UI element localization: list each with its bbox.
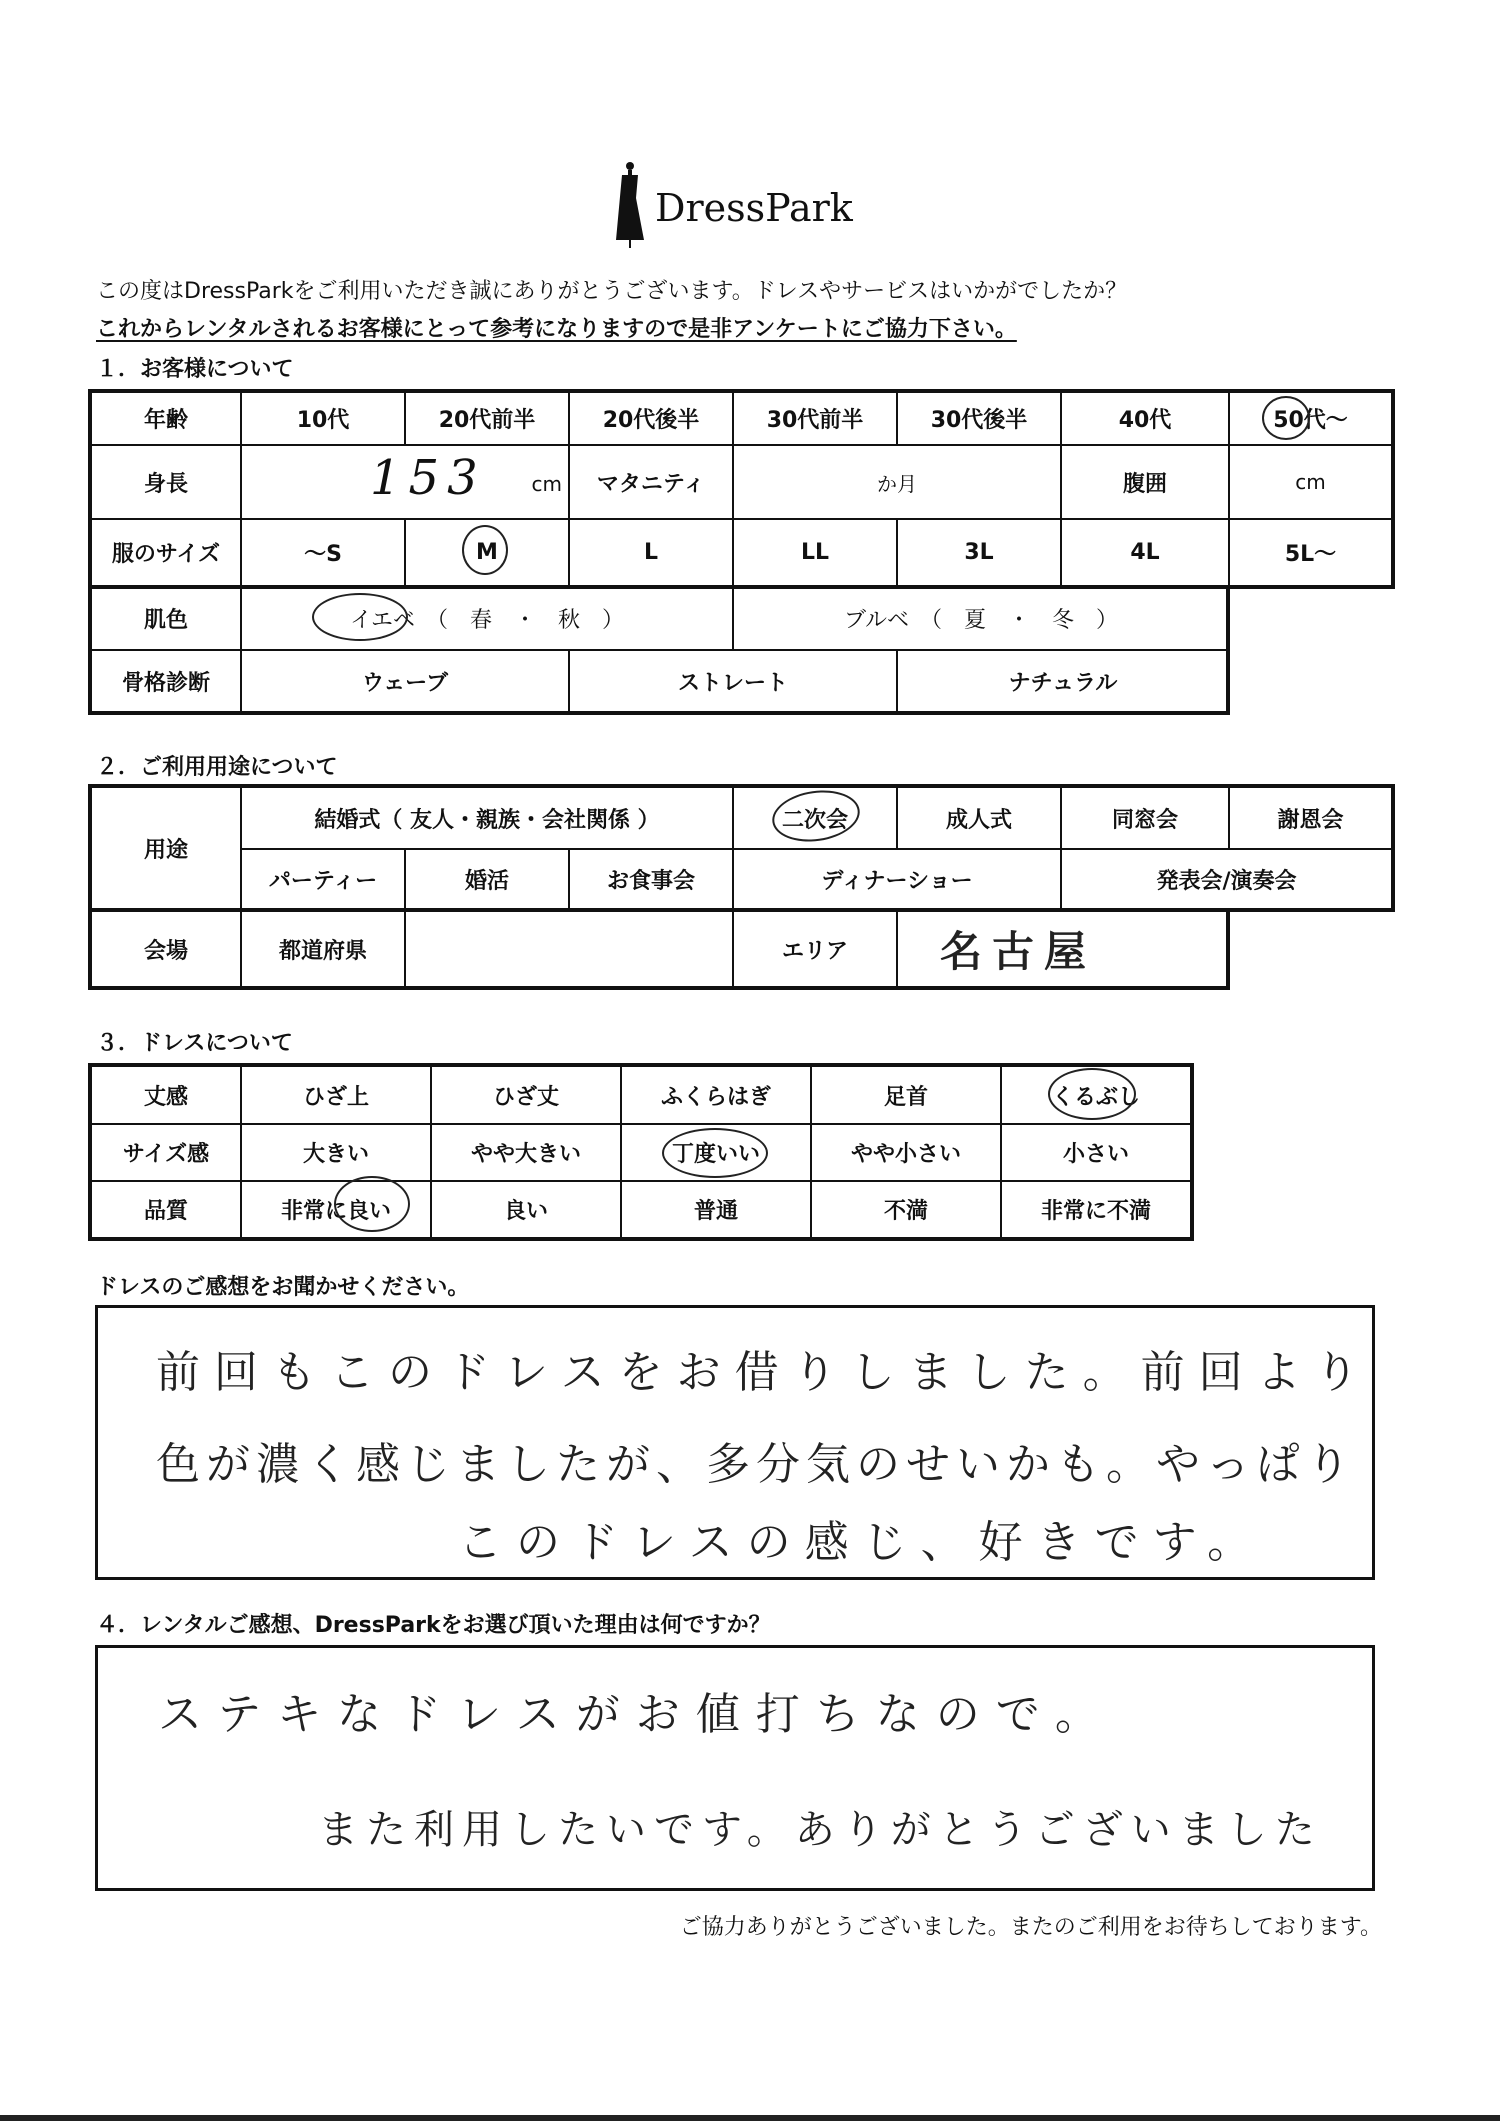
logo-text: DressPark	[655, 186, 853, 230]
frame-label: 骨格診断	[90, 649, 242, 713]
size-option[interactable]: 5L～	[1228, 518, 1393, 587]
reason-line-2: また利用したいです。ありがとうございました	[318, 1807, 1323, 1853]
height-field[interactable]	[240, 444, 570, 520]
quality-label: 品質	[90, 1180, 242, 1239]
prefecture-label: 都道府県	[240, 910, 406, 988]
skin-warm-option[interactable]: イエベ （ 春 ・ 秋 ）	[240, 585, 734, 651]
size-option-selected[interactable]: M	[404, 518, 570, 587]
use-option-selected[interactable]: 二次会	[732, 786, 898, 850]
length-option[interactable]: 足首	[810, 1065, 1002, 1125]
impression-line-2: 色が濃く感じましたが、多分気のせいかも。やっぱり	[156, 1439, 1356, 1490]
age-option[interactable]: 20代前半	[404, 391, 570, 446]
maternity-field[interactable]	[732, 444, 1062, 520]
size-option[interactable]: 4L	[1060, 518, 1230, 587]
section-4-title: ４．レンタルご感想、DressParkをお選び頂いた理由は何ですか？	[96, 1613, 771, 1638]
use-option[interactable]: お食事会	[568, 848, 734, 910]
fit-option[interactable]: やや大きい	[430, 1123, 622, 1182]
waist-unit: cm	[1295, 470, 1326, 494]
section-1-title: １．お客様について	[96, 357, 294, 382]
height-label: 身長	[90, 444, 242, 520]
quality-option-selected[interactable]: 非常に良い	[240, 1180, 432, 1239]
skin-label: 肌色	[90, 585, 242, 651]
selection-circle	[312, 593, 408, 641]
length-option[interactable]: ふくらはぎ	[620, 1065, 812, 1125]
fit-option-selected[interactable]: 丁度いい	[620, 1123, 812, 1182]
size-option[interactable]: L	[568, 518, 734, 587]
size-option[interactable]: 3L	[896, 518, 1062, 587]
area-field[interactable]	[896, 910, 1230, 988]
reason-line-1: ステキなドレスがお値打ちなので。	[158, 1689, 1115, 1740]
size-option[interactable]: ～S	[240, 518, 406, 587]
logo	[610, 160, 870, 260]
age-option[interactable]: 40代	[1060, 391, 1230, 446]
impression-box[interactable]	[95, 1305, 1375, 1580]
length-option[interactable]: ひざ丈	[430, 1065, 622, 1125]
age-option[interactable]: 20代後半	[568, 391, 734, 446]
quality-option[interactable]: 良い	[430, 1180, 622, 1239]
height-unit: cm	[531, 472, 562, 496]
impression-line-1: 前回もこのドレスをお借りしました。前回より	[156, 1347, 1373, 1398]
age-option[interactable]: 10代	[240, 391, 406, 446]
frame-option[interactable]: ウェーブ	[240, 649, 570, 713]
fit-option[interactable]: 大きい	[240, 1123, 432, 1182]
use-option[interactable]: パーティー	[240, 848, 406, 910]
section-3-title: ３．ドレスについて	[96, 1031, 293, 1056]
intro-line-1: この度はDressParkをご利用いただき誠にありがとうございます。ドレスやサービスはいかがでしたか？	[96, 279, 1128, 304]
reason-box[interactable]	[95, 1645, 1375, 1891]
footer-message: ご協力ありがとうございました。またのご利用をお待ちしております。	[679, 1915, 1382, 1940]
use-label: 用途	[90, 786, 242, 910]
venue-label: 会場	[90, 910, 242, 988]
fit-label: サイズ感	[90, 1123, 242, 1182]
frame-option[interactable]: ナチュラル	[896, 649, 1230, 713]
intro-line-2: これからレンタルされるお客様にとって参考になりますので是非アンケートにご協力下さい。	[96, 317, 1017, 342]
use-option[interactable]: 結婚式（ 友人・親族・会社関係 ）	[240, 786, 734, 850]
selection-circle	[1048, 1068, 1136, 1120]
impression-line-3: このドレスの感じ、好きです。	[458, 1517, 1266, 1568]
waist-label: 腹囲	[1060, 444, 1230, 520]
selection-circle	[1262, 396, 1310, 440]
quality-option[interactable]: 不満	[810, 1180, 1002, 1239]
scan-edge-line	[0, 2115, 1500, 2121]
section-2-title: ２．ご利用用途について	[96, 755, 338, 780]
length-option-selected[interactable]: くるぶし	[1000, 1065, 1192, 1125]
age-option[interactable]: 30代前半	[732, 391, 898, 446]
quality-option[interactable]: 非常に不満	[1000, 1180, 1192, 1239]
age-option-selected[interactable]: 50代～	[1228, 391, 1393, 446]
maternity-label: マタニティ	[568, 444, 734, 520]
dress-icon	[612, 160, 648, 250]
use-option[interactable]: 謝恩会	[1228, 786, 1393, 850]
use-option[interactable]: 発表会/演奏会	[1060, 848, 1393, 910]
use-option[interactable]: 婚活	[404, 848, 570, 910]
maternity-unit: か月	[877, 471, 917, 496]
use-option[interactable]: 成人式	[896, 786, 1062, 850]
skin-cool-option[interactable]: ブルベ （ 夏 ・ 冬 ）	[732, 585, 1230, 651]
impression-title: ドレスのご感想をお聞かせください。	[96, 1275, 470, 1300]
selection-circle	[462, 525, 508, 575]
age-label: 年齢	[90, 391, 242, 446]
fit-option[interactable]: 小さい	[1000, 1123, 1192, 1182]
frame-option[interactable]: ストレート	[568, 649, 898, 713]
size-option[interactable]: LL	[732, 518, 898, 587]
area-label: エリア	[732, 910, 898, 988]
height-value: 153	[370, 450, 486, 506]
age-option[interactable]: 30代後半	[896, 391, 1062, 446]
selection-circle	[334, 1176, 410, 1232]
quality-option[interactable]: 普通	[620, 1180, 812, 1239]
length-option[interactable]: ひざ上	[240, 1065, 432, 1125]
waist-field[interactable]	[1228, 444, 1393, 520]
fit-option[interactable]: やや小さい	[810, 1123, 1002, 1182]
area-value: 名古屋	[939, 927, 1096, 976]
prefecture-field[interactable]	[404, 910, 734, 988]
use-option[interactable]: 同窓会	[1060, 786, 1230, 850]
use-option[interactable]: ディナーショー	[732, 848, 1062, 910]
size-label: 服のサイズ	[90, 518, 242, 587]
length-label: 丈感	[90, 1065, 242, 1125]
selection-circle	[662, 1128, 768, 1178]
